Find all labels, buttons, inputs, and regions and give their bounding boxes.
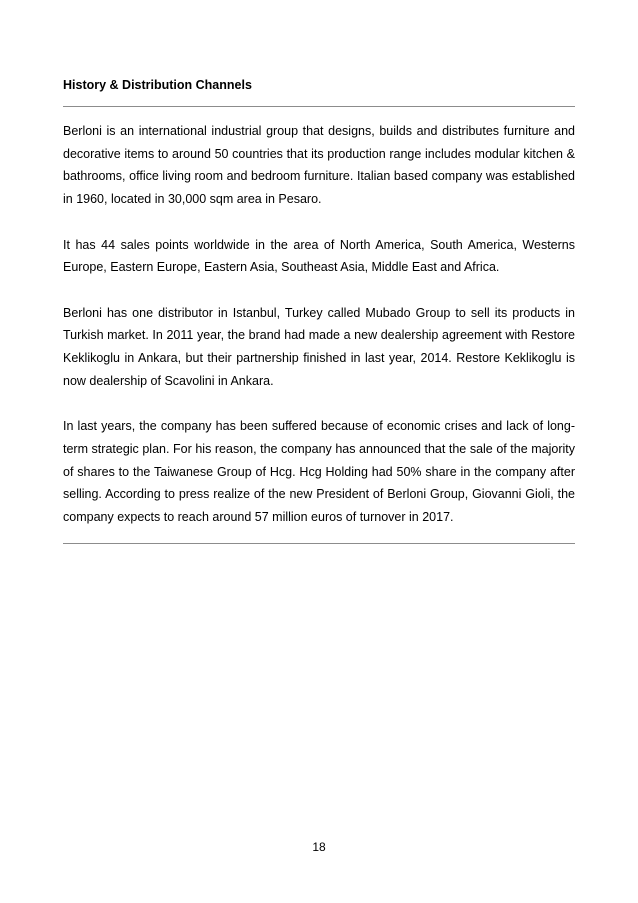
paragraph-company-overview: Berloni is an international industrial group that designs, builds and distributes furniture and decorative items to around 50 countries that its production range includes modular kitchen & bathrooms, office living room and bedroom furniture. Italian based company was established in 1960, located in 30,000 sqm area in Pesaro.: [63, 124, 575, 207]
page-number: 18: [312, 840, 326, 854]
paragraph-turkey-distribution: Berloni has one distributor in Istanbul, Turkey called Mubado Group to sell its products in Turkish market. In 2011 year, the brand had made a new dealership agreement with Restore Keklikoglu in Ankara, but their partnership finished in last year, 2014. Restore Keklikoglu is now dealership of Scavolini in Ankara.: [63, 305, 575, 388]
bottom-divider: [63, 543, 575, 544]
top-divider: [63, 106, 575, 107]
paragraph-sales-points: It has 44 sales points worldwide in the area of North America, South America, Westerns Europe, Eastern Europe, Eastern Asia, Southeast Asia, Middle East and Africa.: [63, 237, 575, 275]
section-heading: History & Distribution Channels: [63, 78, 252, 92]
paragraph-recent-years: In last years, the company has been suffered because of economic crises and lack of long-term strategic plan. For his reason, the company has announced that the sale of the majority of shares to the Taiwanese Group of Hcg. Hcg Holding had 50% share in the company after selling. According to press realize of the new President of Berloni Group, Giovanni Gioli, the company expects to reach around 57 million euros of turnover in 2017.: [63, 419, 575, 524]
body-text: [63, 120, 575, 551]
